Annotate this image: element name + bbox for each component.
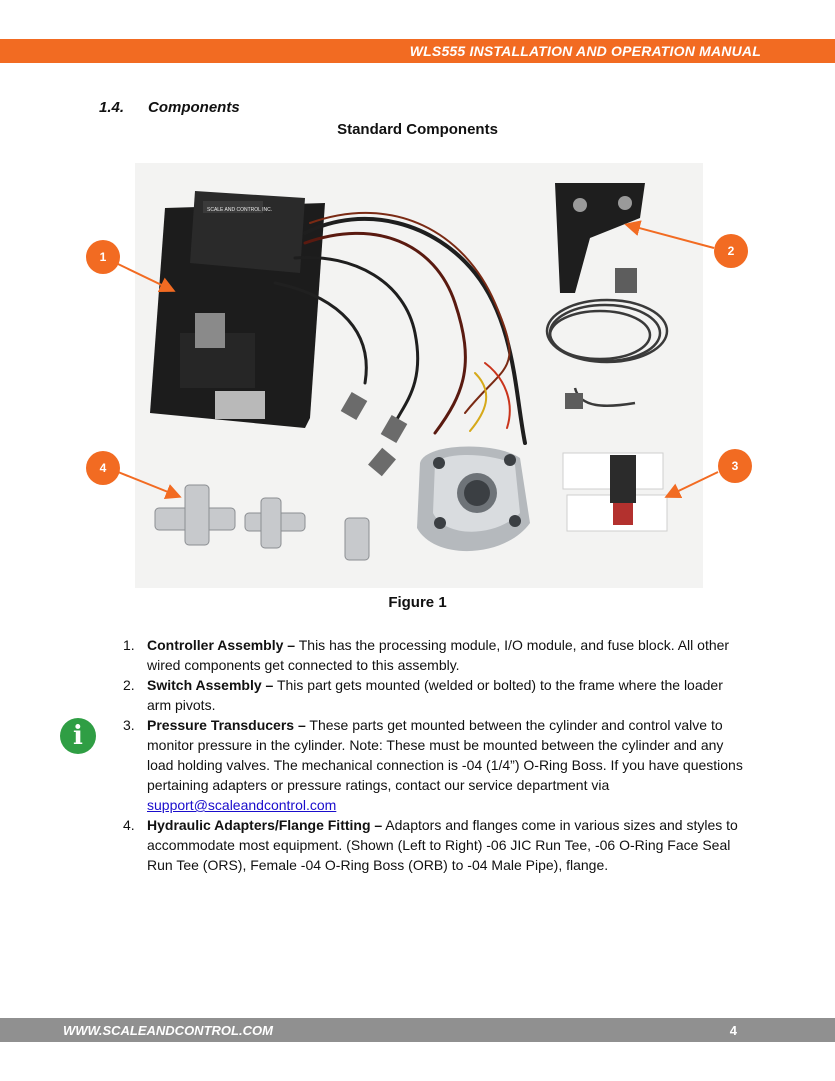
callout-2: 2: [714, 234, 748, 268]
item-number: 3.: [123, 717, 135, 733]
section-number: 1.4.: [99, 99, 125, 116]
item-number: 4.: [123, 817, 135, 833]
connector-b: [381, 415, 408, 443]
list-item: [123, 715, 747, 815]
item-number: 2.: [123, 677, 135, 693]
info-glyph: i: [73, 721, 83, 751]
support-email-link[interactable]: support@scaleandcontrol.com: [147, 797, 337, 813]
controller-brand-text: SCALE AND CONTROL INC.: [207, 207, 273, 213]
components-illustration: [135, 163, 703, 588]
callout-1: 1: [86, 240, 120, 274]
item-text: Adaptors and flanges come in various sizes and styles to accommodate most equipment. (Shown (Left to Right) -06 JIC Run Tee, -06 O-Ring Face Seal Run Tee (ORS), Female -04 O-Ring Boss (ORB) to -04 Male Pipe), flange.: [147, 817, 738, 873]
info-icon: [60, 718, 96, 754]
item-label: Switch Assembly –: [147, 677, 274, 693]
item-text: This has the processing module, I/O module, and fuse block. All other wired components get connected to this assembly.: [147, 637, 730, 673]
section-title: Components: [148, 99, 240, 116]
switch-cable: [547, 300, 667, 406]
figure-caption: Figure 1: [388, 594, 447, 611]
page-number: 4: [729, 1023, 737, 1038]
connector-c: [368, 448, 396, 476]
hydraulic-adapters: [155, 485, 369, 560]
item-text: This part gets mounted (welded or bolted) to the frame where the loader arm pivots.: [147, 677, 723, 713]
io-module: [215, 391, 265, 419]
flange-fitting: [417, 447, 530, 552]
item-label: Controller Assembly –: [147, 637, 296, 653]
footer-bar: [0, 1018, 835, 1042]
footer-url: WWW.SCALEANDCONTROL.COM: [63, 1023, 273, 1038]
header-title: WLS555 INSTALLATION AND OPERATION MANUAL: [409, 43, 761, 59]
item-label: Hydraulic Adapters/Flange Fitting –: [147, 817, 383, 833]
callout-3: 3: [718, 449, 752, 483]
list-item: [123, 635, 747, 675]
callout-4: 4: [86, 451, 120, 485]
item-number: 1.: [123, 637, 135, 653]
section-subtitle: Standard Components: [337, 121, 498, 138]
components-list: [123, 635, 747, 875]
controller-connector: [195, 313, 225, 348]
list-item: [123, 675, 747, 715]
item-label: Pressure Transducers –: [147, 717, 306, 733]
item-text: These parts get mounted between the cylinder and control valve to monitor pressure in the cylinder. Note: These must be mounted between the cylinder and any load holding valves. The mechanical connection is -04 (1/4”) O-Ring Boss. If you have questions pertaining adapters or pressure ratings, contact our service department via: [147, 717, 743, 793]
pressure-transducer: [610, 455, 636, 503]
switch-connector: [615, 268, 637, 293]
components-photo: [135, 163, 703, 588]
header-bar: [0, 39, 835, 63]
list-item: [123, 815, 747, 875]
section-heading: [99, 99, 240, 116]
connector-a: [341, 392, 368, 420]
